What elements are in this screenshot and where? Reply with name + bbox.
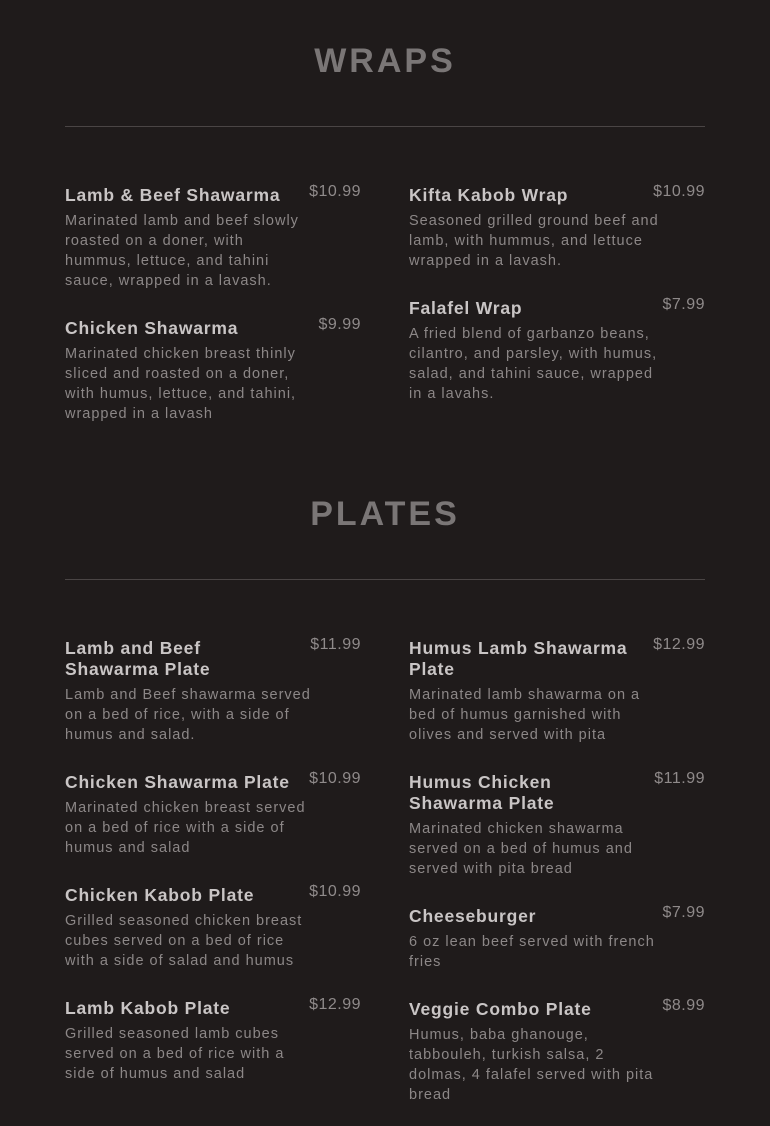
menu-item <box>65 885 361 971</box>
menu-item <box>409 999 705 1105</box>
menu-item <box>65 638 361 745</box>
menu-item <box>409 638 705 745</box>
item-description: Seasoned grilled ground beef and lamb, with hummus, and lettuce wrapped in a lavash. <box>409 213 659 269</box>
item-price: $12.99 <box>653 636 705 653</box>
item-name: Kifta Kabob Wrap <box>409 185 569 205</box>
item-price: $8.99 <box>662 997 705 1014</box>
item-price: $12.99 <box>309 996 361 1013</box>
item-description: 6 oz lean beef served with french fries <box>409 934 655 970</box>
menu-item <box>65 772 361 858</box>
item-price: $11.99 <box>654 770 705 787</box>
item-name: Cheeseburger <box>409 906 537 926</box>
item-description: Marinated lamb shawarma on a bed of humus garnished with olives and served with pita <box>409 687 641 743</box>
item-name: Chicken Kabob Plate <box>65 885 255 905</box>
item-description: Marinated chicken breast served on a bed of rice with a side of humus and salad <box>65 800 306 856</box>
item-description: Humus, baba ghanouge, tabbouleh, turkish salsa, 2 dolmas, 4 falafel served with pita bread <box>409 1027 654 1103</box>
item-name: Veggie Combo Plate <box>409 999 592 1019</box>
item-description: Grilled seasoned chicken breast cubes served on a bed of rice with a side of salad and humus <box>65 913 303 969</box>
item-price: $9.99 <box>318 316 361 333</box>
menu-item <box>409 906 705 972</box>
section-divider <box>65 579 705 580</box>
item-price: $7.99 <box>662 296 705 313</box>
menu-item <box>409 772 705 879</box>
item-name: Lamb Kabob Plate <box>65 998 231 1018</box>
section-title: WRAPS <box>314 42 456 80</box>
section-title: PLATES <box>310 495 460 533</box>
item-name: Humus Chicken Shawarma Plate <box>409 772 555 813</box>
menu-column-left <box>65 638 361 1084</box>
item-description: Grilled seasoned lamb cubes served on a bed of rice with a side of humus and salad <box>65 1026 285 1082</box>
item-price: $10.99 <box>653 183 705 200</box>
item-name: Falafel Wrap <box>409 298 523 318</box>
item-name: Chicken Shawarma <box>65 318 239 338</box>
menu-column-right <box>409 638 705 1105</box>
item-price: $7.99 <box>662 904 705 921</box>
item-description: Marinated lamb and beef slowly roasted on a doner, with hummus, lettuce, and tahini sauce, wrapped in a lavash. <box>65 213 299 289</box>
item-name: Lamb and Beef Shawarma Plate <box>65 638 211 679</box>
item-price: $10.99 <box>309 770 361 787</box>
item-description: Marinated chicken breast thinly sliced and roasted on a doner, with humus, lettuce, and tahini, wrapped in a lavash <box>65 346 297 422</box>
item-name: Lamb & Beef Shawarma <box>65 185 281 205</box>
item-description: A fried blend of garbanzo beans, cilantro, and parsley, with humus, salad, and tahini sauce, wrapped in a lavahs. <box>409 326 658 402</box>
item-description: Lamb and Beef shawarma served on a bed of rice, with a side of humus and salad. <box>65 687 311 743</box>
item-name: Chicken Shawarma Plate <box>65 772 290 792</box>
item-price: $11.99 <box>310 636 361 653</box>
item-description: Marinated chicken shawarma served on a bed of humus and served with pita bread <box>409 821 633 877</box>
item-price: $10.99 <box>309 883 361 900</box>
item-price: $10.99 <box>309 183 361 200</box>
item-name: Humus Lamb Shawarma Plate <box>409 638 628 679</box>
menu-item <box>65 998 361 1084</box>
